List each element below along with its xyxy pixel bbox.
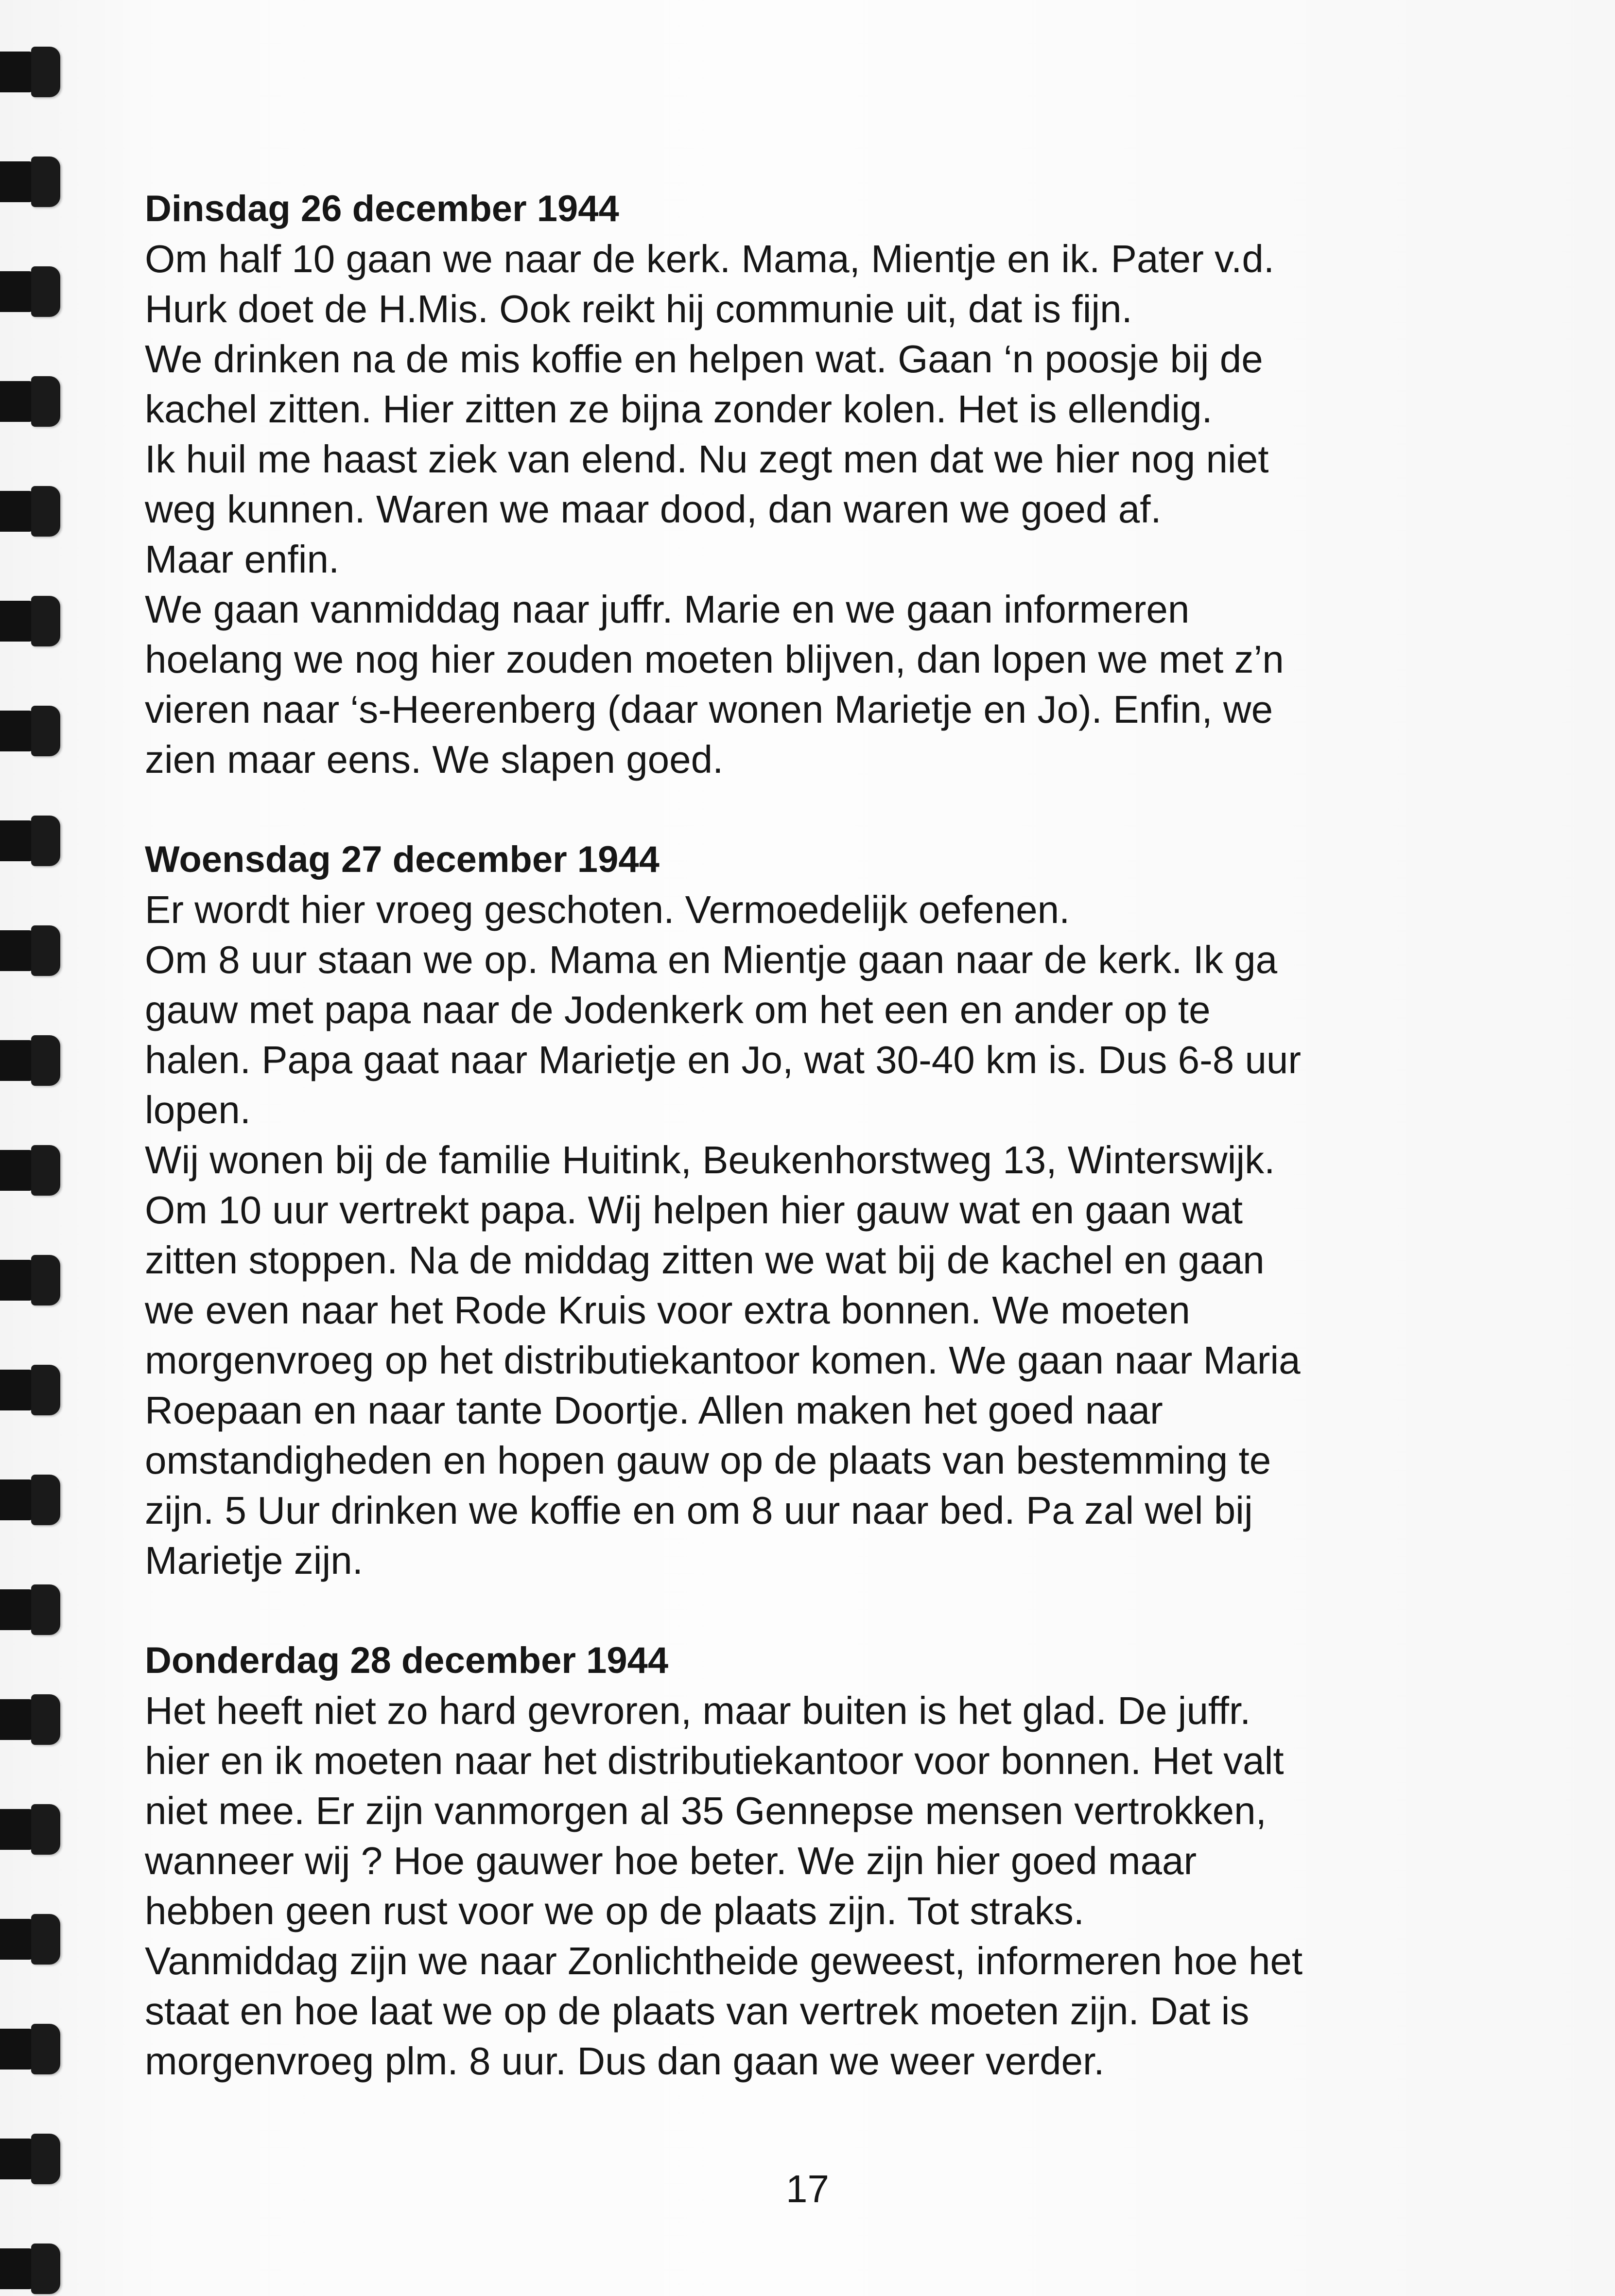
text-line: Hurk doet de H.Mis. Ook reikt hij communie uit, dat is fijn. (145, 287, 1132, 330)
text-line: gauw met papa naar de Jodenkerk om het een en ander op te (145, 988, 1211, 1031)
text-line: hier en ik moeten naar het distributiekantoor voor bonnen. Het valt (145, 1739, 1284, 1782)
text-line: niet mee. Er zijn vanmorgen al 35 Gennepse mensen vertrokken, (145, 1789, 1267, 1832)
text-line: Om 8 uur staan we op. Mama en Mientje gaan naar de kerk. Ik ga (145, 938, 1278, 981)
binding-ring (0, 1471, 57, 1528)
text-line: Het heeft niet zo hard gevroren, maar buiten is het glad. De juffr. (145, 1689, 1251, 1732)
binding-ring (0, 702, 57, 759)
page-content (145, 184, 1515, 2136)
text-line: halen. Papa gaat naar Marietje en Jo, wat 30-40 km is. Dus 6-8 uur (145, 1038, 1302, 1081)
text-line: wanneer wij ? Hoe gauwer hoe beter. We zijn hier goed maar (145, 1839, 1197, 1882)
binding-ring (0, 1361, 57, 1418)
text-line: zien maar eens. We slapen goed. (145, 738, 724, 781)
binding-ring (0, 1251, 57, 1308)
text-line: staat en hoe laat we op de plaats van vertrek moeten zijn. Dat is (145, 1989, 1250, 2033)
text-line: We drinken na de mis koffie en helpen wat. Gaan ‘n poosje bij de (145, 337, 1263, 381)
binding-ring (0, 1690, 57, 1748)
binding-ring (0, 592, 57, 649)
text-line: vieren naar ‘s-Heerenberg (daar wonen Marietje en Jo). Enfin, we (145, 688, 1273, 731)
binding-ring (0, 1141, 57, 1199)
text-line: We gaan vanmiddag naar juffr. Marie en we gaan informeren (145, 588, 1190, 631)
entry-heading: Dinsdag 26 december 1944 (145, 188, 619, 229)
diary-entry-1 (145, 184, 1515, 784)
text-line: Wij wonen bij de familie Huitink, Beukenhorstweg 13, Winterswijk. (145, 1138, 1275, 1182)
text-line: weg kunnen. Waren we maar dood, dan waren we goed af. (145, 487, 1162, 531)
text-line: Er wordt hier vroeg geschoten. Vermoedelijk oefenen. (145, 888, 1070, 931)
binding-ring (0, 482, 57, 539)
text-line: morgenvroeg op het distributiekantoor komen. We gaan naar Maria (145, 1339, 1301, 1382)
text-line: Om 10 uur vertrekt papa. Wij helpen hier gauw wat en gaan wat (145, 1188, 1243, 1232)
text-line: Vanmiddag zijn we naar Zonlichtheide geweest, informeren hoe het (145, 1939, 1303, 1983)
binding-ring (0, 1800, 57, 1858)
text-line: lopen. (145, 1088, 251, 1131)
binding-ring (0, 1581, 57, 1638)
text-line: zijn. 5 Uur drinken we koffie en om 8 uur naar bed. Pa zal wel bij (145, 1489, 1253, 1532)
entry-heading: Donderdag 28 december 1944 (145, 1640, 669, 1681)
binding-ring (0, 262, 57, 320)
text-line: morgenvroeg plm. 8 uur. Dus dan gaan we weer verder. (145, 2039, 1105, 2083)
diary-entry-3 (145, 1635, 1515, 2086)
text-line: zitten stoppen. Na de middag zitten we wat bij de kachel en gaan (145, 1238, 1265, 1282)
binding-ring (0, 1031, 57, 1089)
binding-ring (0, 2020, 57, 2077)
entry-heading: Woensdag 27 december 1944 (145, 839, 660, 880)
binding-ring (0, 372, 57, 430)
text-line: Om half 10 gaan we naar de kerk. Mama, Mientje en ik. Pater v.d. (145, 237, 1275, 280)
page-number: 17 (786, 2167, 829, 2210)
text-line: Ik huil me haast ziek van elend. Nu zegt men dat we hier nog niet (145, 437, 1269, 481)
text-line: hoelang we nog hier zouden moeten blijven, dan lopen we met z’n (145, 638, 1284, 681)
binding-ring (0, 1910, 57, 1967)
binding-ring (0, 812, 57, 869)
text-line: we even naar het Rode Kruis voor extra bonnen. We moeten (145, 1288, 1190, 1332)
diary-entry-2 (145, 835, 1515, 1585)
binding-ring (0, 2240, 57, 2296)
text-line: Roepaan en naar tante Doortje. Allen maken het goed naar (145, 1389, 1163, 1432)
text-line: Maar enfin. (145, 538, 340, 581)
spiral-binding (0, 0, 73, 2296)
text-line: kachel zitten. Hier zitten ze bijna zonder kolen. Het is ellendig. (145, 387, 1213, 431)
text-line: omstandigheden en hopen gauw op de plaats van bestemming te (145, 1439, 1271, 1482)
text-line: Marietje zijn. (145, 1539, 364, 1582)
binding-ring (0, 153, 57, 210)
binding-ring (0, 922, 57, 979)
binding-ring (0, 43, 57, 100)
text-line: hebben geen rust voor we op de plaats zijn. Tot straks. (145, 1889, 1085, 1932)
